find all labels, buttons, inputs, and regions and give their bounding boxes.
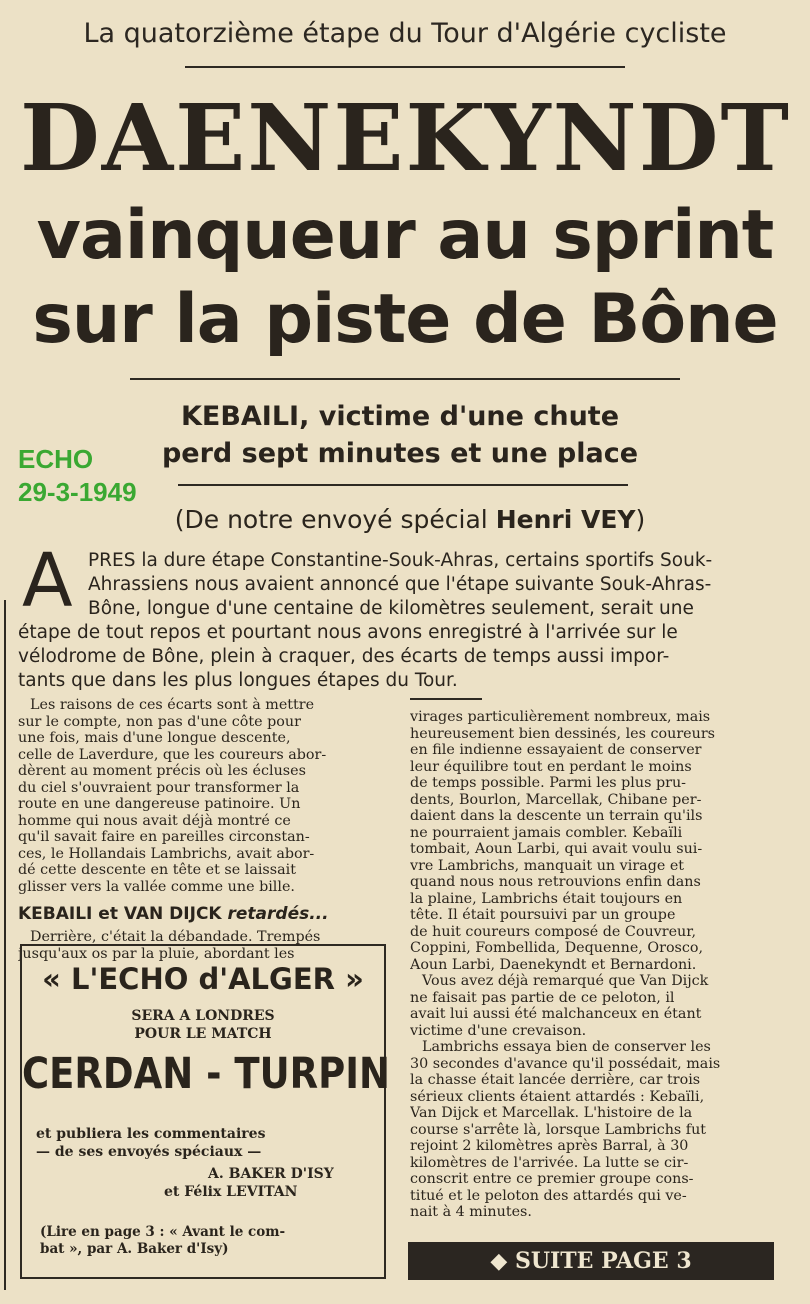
lead-line-5: vélodrome de Bône, plein à craquer, des écarts de temps aussi impor- [18, 646, 670, 667]
subhead-names: KEBAILI et VAN DIJCK [18, 904, 222, 924]
left-para1-line: Les raisons de ces écarts sont à mettre [30, 697, 315, 713]
deck-line1: KEBAILI, victime d'une chute [180, 401, 620, 432]
right-line: tombait, Aoun Larbi, qui avait voulu sui- [410, 841, 703, 857]
right-line: titué et le peloton des attardés qui ve- [410, 1187, 687, 1204]
right-line: vre Lambrichs, manquait un virage et [410, 857, 685, 874]
right-line: virages particulièrement nombreux, mais [410, 709, 711, 725]
left-para1-line: une fois, mais d'une longue descente, [18, 730, 291, 746]
right-line: heureusement bien dessinés, les coureurs [410, 725, 715, 742]
right-line: Coppini, Fombellida, Dequenne, Orosco, [410, 940, 704, 956]
left-para1-line: qu'il savait faire en pareilles circonstan- [18, 829, 310, 845]
ad-line4: — de ses envoyés spéciaux — [36, 1144, 262, 1160]
left-para1-line: dé cette descente en tête et se laissait [18, 862, 296, 878]
right-line: de temps possible. Parmi les plus pru- [410, 775, 686, 791]
ad-note [40, 1224, 370, 1258]
right-line: la plaine, Lambrichs était toujours en [410, 890, 683, 907]
byline [120, 505, 700, 534]
echo-stamp-date: 29-3-1949 [18, 477, 137, 507]
deck-rule [178, 484, 628, 486]
byline-prefix: (De notre envoyé spécial [174, 505, 496, 534]
kicker: La quatorzième étape du Tour d'Algérie cycliste [83, 18, 727, 49]
right-line: Vous avez déjà remarqué que Van Dijck [422, 973, 709, 989]
advertisement-box [20, 944, 390, 1279]
kicker-rule [185, 66, 625, 68]
right-column [410, 709, 785, 1221]
left-para1-line: homme qui nous avait déjà montré ce [18, 812, 291, 829]
byline-author: Henri VEY [495, 505, 636, 534]
right-line: daient dans la descente un terrain qu'ils [410, 808, 703, 824]
ad-match: CERDAN - TURPIN [22, 1048, 390, 1099]
right-line: en file indienne essayaient de conserver [410, 742, 702, 758]
deck-line2: perd sept minutes et une place [161, 438, 639, 469]
lead-line-2: Ahrassiens nous avaient annoncé que l'étape suivante Souk-Ahras- [88, 574, 712, 595]
left-para1-line: celle de Laverdure, que les coureurs abor- [18, 746, 327, 763]
ad-line3: et publiera les commentaires [36, 1126, 266, 1142]
headline-line3: sur la piste de Bône [32, 280, 778, 359]
page-edge-rule [4, 600, 6, 1290]
byline-suffix: ) [635, 505, 646, 534]
ad-line2: POUR LE MATCH [134, 1026, 272, 1042]
left-para2-line: Derrière, c'était la débandade. Trempés [30, 929, 321, 945]
headline-line1: DAENEKYNDT [20, 84, 792, 192]
right-line: la chasse était lancée derrière, car trois [410, 1072, 701, 1088]
headline-rule [130, 378, 680, 380]
continued-banner: ◆ SUITE PAGE 3 [408, 1242, 774, 1280]
left-para2-line: jusqu'aux os par la pluie, abordant les [18, 945, 295, 962]
right-line: Lambrichs essaya bien de conserver les [422, 1039, 711, 1055]
headline-line2: vainqueur au sprint [36, 196, 774, 275]
left-para1-line: glisser vers la vallée comme une bille. [18, 878, 295, 895]
right-line: de huit coureurs composé de Couvreur, [410, 923, 697, 940]
right-line: nait à 4 minutes. [410, 1204, 532, 1220]
ad-author2: et Félix LEVITAN [164, 1184, 298, 1200]
ad-brand: « L'ECHO d'ALGER » [42, 962, 364, 996]
ad-note-line2: bat », par A. Baker d'Isy) [40, 1241, 229, 1257]
left-para1-line: route en une dangereuse patinoire. Un [18, 796, 301, 812]
right-line: victime d'une crevaison. [410, 1022, 587, 1039]
right-line: leur équilibre tout en perdant le moins [410, 758, 692, 775]
left-para1-line: dèrent au moment précis où les écluses [18, 763, 306, 779]
right-line: ne faisait pas partie de ce peloton, il [410, 989, 675, 1006]
right-line: rejoint 2 kilomètres après Barral, à 30 [410, 1138, 689, 1154]
right-line: Aoun Larbi, Daenekyndt et Bernardoni. [410, 956, 697, 973]
column-top-rule [410, 698, 482, 700]
lead-line-1: PRES la dure étape Constantine-Souk-Ahras, certains sportifs Souk- [88, 550, 713, 571]
right-line: dents, Bourlon, Marcellak, Chibane per- [410, 791, 702, 808]
section-subhead [18, 904, 329, 924]
left-para1-line: ces, le Hollandais Lambrichs, avait abor- [18, 845, 315, 862]
right-line: sérieux clients étaient attardés : Kebaïli, [410, 1088, 705, 1105]
echo-stamp-title: ECHO [18, 444, 94, 474]
lead-line-3: Bône, longue d'une centaine de kilomètres seulement, serait une [88, 598, 694, 619]
subhead-suffix: retardés... [221, 904, 329, 924]
right-line: conscrit entre ce premier groupe cons- [410, 1171, 694, 1187]
right-line: 30 secondes d'avance qu'il possédait, mais [410, 1055, 721, 1072]
right-line: tête. Il était poursuivi par un groupe [410, 907, 676, 923]
ad-line1: SERA A LONDRES [131, 1008, 275, 1024]
left-para1-line: du ciel s'ouvraient pour transformer la [18, 779, 300, 796]
left-column [18, 697, 393, 895]
left-para1-line: sur le compte, non pas d'une côte pour [18, 713, 301, 730]
right-line: avait lui aussi été malchanceux en étant [410, 1006, 702, 1022]
ad-note-line1: (Lire en page 3 : « Avant le com- [40, 1224, 286, 1240]
drop-cap: A [22, 538, 73, 624]
right-line: kilomètres de l'arrivée. La lutte se cir- [410, 1154, 689, 1171]
lead-line-6: tants que dans les plus longues étapes du Tour. [18, 670, 458, 691]
right-line: ne pourraient jamais combler. Kebaïli [410, 824, 683, 841]
lead-line-4: étape de tout repos et pourtant nous avons enregistré à l'arrivée sur le [18, 622, 678, 643]
ad-author1: A. BAKER D'ISY [208, 1166, 334, 1182]
right-line: quand nous nous retrouvions enfin dans [410, 874, 701, 890]
right-line: course s'arrête là, lorsque Lambrichs fut [410, 1121, 707, 1138]
right-line: Van Dijck et Marcellak. L'histoire de la [410, 1105, 693, 1121]
